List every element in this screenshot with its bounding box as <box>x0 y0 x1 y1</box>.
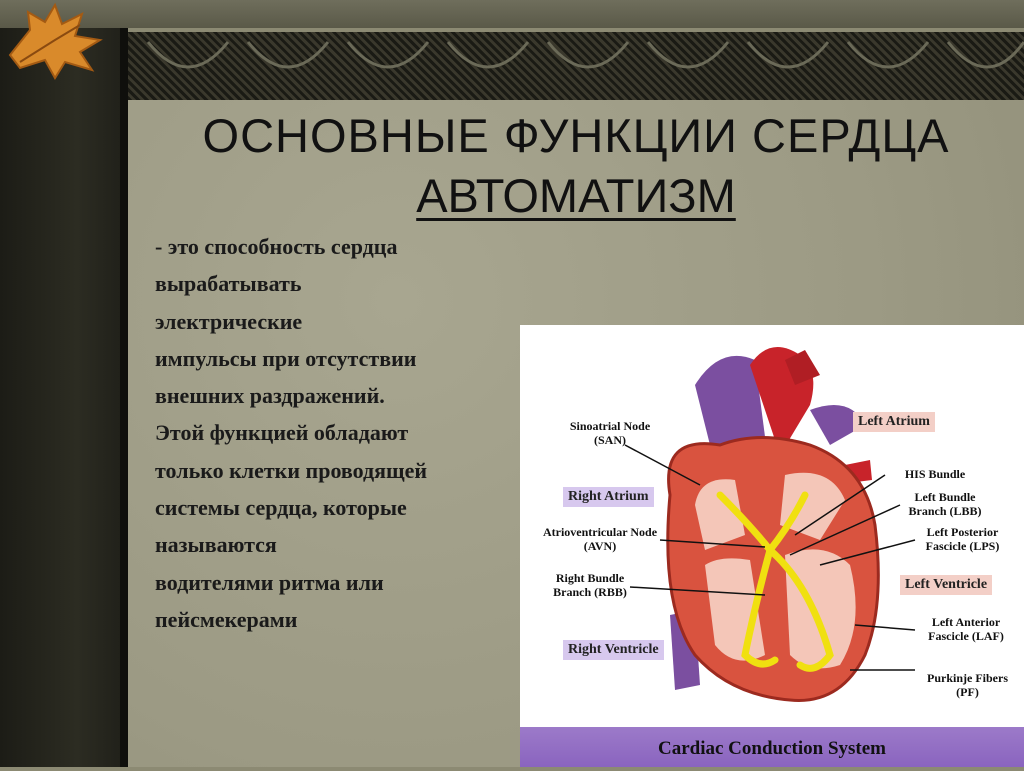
label-avn <box>530 525 670 553</box>
label-lps-line1: Left Posterior <box>926 525 999 539</box>
label-lps <box>905 525 1020 553</box>
body-line: водителями ритма или <box>155 569 384 595</box>
label-pf <box>915 671 1020 699</box>
slide-subtitle <box>128 168 1024 223</box>
figure-caption-bar <box>520 727 1024 767</box>
label-rbb-line1: Right Bundle <box>555 571 625 585</box>
label-laf-line2: Fascicle (LAF) <box>928 629 1004 643</box>
body-line: - это способность сердца <box>155 234 398 259</box>
body-line: Этой функцией обладают <box>155 420 409 446</box>
label-laf-line1: Left Anterior <box>931 615 1001 629</box>
body-text <box>155 228 515 638</box>
label-laf <box>910 615 1022 643</box>
label-pf-line2: (PF) <box>956 685 979 699</box>
label-avn-line2: (AVN) <box>583 539 617 553</box>
body-line: импульсы при отсутствии <box>155 345 417 371</box>
label-lps-line2: Fascicle (LPS) <box>925 539 1000 553</box>
label-his-line1: HIS Bundle <box>904 467 966 481</box>
body-line: вырабатывать <box>155 271 302 297</box>
slide-title: ОСНОВНЫЕ ФУНКЦИИ СЕРДЦА <box>202 109 950 162</box>
label-his <box>885 467 985 481</box>
autumn-leaf-icon <box>0 0 120 80</box>
tag-left-atrium: Left Atrium <box>853 412 935 432</box>
body-line: только клетки проводящей <box>155 457 428 483</box>
body-line: системы сердца, которые <box>155 495 407 521</box>
heart-figure <box>520 325 1024 767</box>
label-lbb <box>890 490 1000 518</box>
top-strip <box>0 0 1024 28</box>
decorative-pattern-band <box>128 32 1024 100</box>
label-lbb-line1: Left Bundle <box>914 490 976 504</box>
tag-left-ventricle: Left Ventricle <box>900 575 992 595</box>
label-avn-line1: Atrioventricular Node <box>542 525 658 539</box>
body-line: называются <box>155 532 277 558</box>
left-decor-edge <box>120 28 128 767</box>
body-line: пейсмекерами <box>155 606 298 632</box>
label-san-line2: (SAN) <box>594 433 626 447</box>
label-rbb <box>540 571 640 599</box>
label-rbb-line2: Branch (RBB) <box>553 585 627 599</box>
label-pf-line1: Purkinje Fibers <box>927 671 1008 685</box>
slide-subtitle-text: АВТОМАТИЗМ <box>416 169 736 222</box>
label-lbb-line2: Branch (LBB) <box>908 504 982 518</box>
label-san-line1: Sinoatrial Node <box>569 419 651 433</box>
tag-right-ventricle: Right Ventricle <box>563 640 664 660</box>
tag-right-atrium: Right Atrium <box>563 487 654 507</box>
figure-caption: Cardiac Conduction System <box>657 738 886 759</box>
body-line: электрические <box>155 308 303 334</box>
label-san <box>550 419 670 447</box>
body-line: внешних раздражений. <box>155 383 385 409</box>
left-decor-bar <box>0 28 128 767</box>
